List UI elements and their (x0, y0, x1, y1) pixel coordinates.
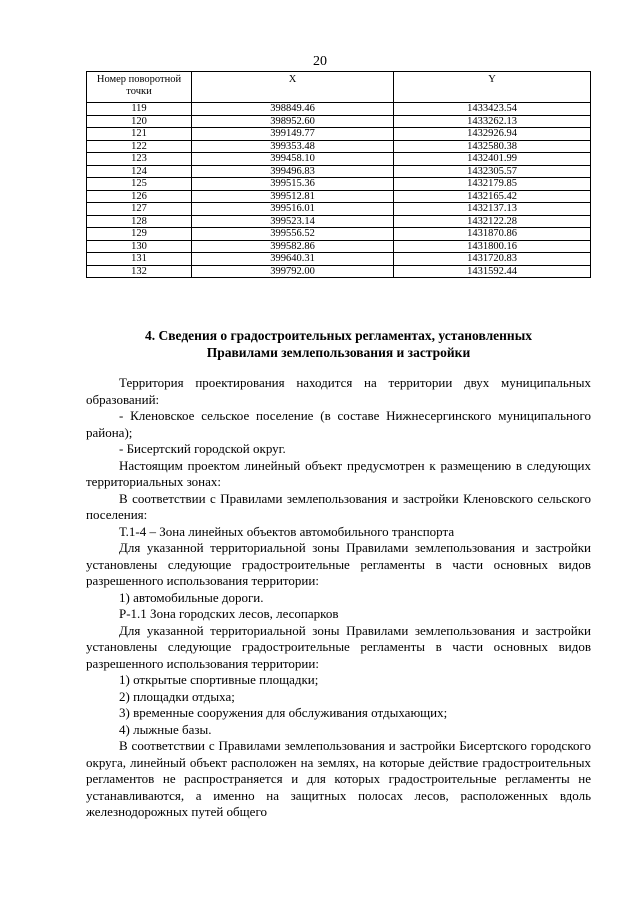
paragraph: Настоящим проектом линейный объект предусмотрен к размещению в следующих территориальных зонах: (86, 457, 591, 489)
list-item: 1) автомобильные дороги. (119, 589, 264, 605)
paragraph: Для указанной территориальной зоны Правилами землепользования и застройки установлены следующие градостроительные регламенты в части основных видов разрешенного использования территории: (86, 540, 591, 588)
header-y: Y (394, 72, 591, 103)
paragraph: Для указанной территориальной зоны Правилами землепользования и застройки установлены следующие градостроительные регламенты в части основных видов разрешенного использования территории: (86, 622, 591, 671)
paragraph: В соответствии с Правилами землепользования и застройки Кленовского сельского поселения: (86, 490, 591, 522)
cell-y: 1432179.85 (394, 178, 591, 191)
table-row (87, 153, 591, 166)
cell-y: 1431870.86 (394, 228, 591, 241)
cell-point-number: 132 (87, 265, 192, 278)
cell-x: 399515.36 (192, 178, 394, 191)
cell-point-number: 119 (87, 103, 192, 116)
cell-x: 399516.01 (192, 203, 394, 216)
paragraph: Территория проектирования находится на территории двух муниципальных образований: (86, 375, 591, 407)
cell-point-number: 131 (87, 253, 192, 266)
header-point-number: Номер поворотной точки (87, 72, 192, 103)
cell-y: 1433262.13 (394, 115, 591, 128)
table-row (87, 203, 591, 216)
cell-point-number: 123 (87, 153, 192, 166)
cell-x: 399512.81 (192, 190, 394, 203)
cell-y: 1432401.99 (394, 153, 591, 166)
cell-y: 1432122.28 (394, 215, 591, 228)
list-item: 1) открытые спортивные площадки; (119, 672, 319, 687)
table-row (87, 140, 591, 153)
list-item: 2) площадки отдыха; (119, 688, 235, 704)
cell-x: 398849.46 (192, 103, 394, 116)
table-row (87, 253, 591, 266)
cell-y: 1432305.57 (394, 165, 591, 178)
list-item: 3) временные сооружения для обслуживания отдыхающих; (119, 705, 448, 720)
cell-point-number: 122 (87, 140, 192, 153)
table-body (87, 103, 591, 278)
cell-point-number: 130 (87, 240, 192, 253)
header-x: X (192, 72, 394, 103)
cell-y: 1431592.44 (394, 265, 591, 278)
zone-heading: Р-1.1 Зона городских лесов, лесопарков (119, 606, 339, 621)
table-row (87, 190, 591, 203)
cell-x: 398952.60 (192, 115, 394, 128)
cell-point-number: 128 (87, 215, 192, 228)
cell-x: 399149.77 (192, 128, 394, 141)
body-text (86, 375, 591, 821)
table-row (87, 128, 591, 141)
cell-point-number: 120 (87, 115, 192, 128)
paragraph: - Кленовское сельское поселение (в составе Нижнесергинского муниципального района); (86, 408, 591, 440)
cell-point-number: 121 (87, 128, 192, 141)
cell-y: 1432580.38 (394, 140, 591, 153)
cell-x: 399640.31 (192, 253, 394, 266)
cell-x: 399556.52 (192, 228, 394, 241)
paragraph: В соответствии с Правилами землепользования и застройки Бисертского городского округа, линейный объект расположен на землях, на которые действие градостроительных регламентов не распространяется и для которых градостроительные регламенты не устанавливаются, а именно на защитных полосах лесов, расположенных вдоль железнодорожных путей общего (86, 738, 591, 819)
cell-y: 1432926.94 (394, 128, 591, 141)
cell-x: 399792.00 (192, 265, 394, 278)
cell-x: 399496.83 (192, 165, 394, 178)
section-title-line-2: Правилами землепользования и застройки (206, 345, 471, 360)
cell-x: 399523.14 (192, 215, 394, 228)
section-title-line-1: 4. Сведения о градостроительных регламентах, установленных (145, 328, 532, 343)
cell-point-number: 125 (87, 178, 192, 191)
cell-y: 1433423.54 (394, 103, 591, 116)
table-row (87, 265, 591, 278)
table-row (87, 215, 591, 228)
cell-y: 1431720.83 (394, 253, 591, 266)
cell-point-number: 129 (87, 228, 192, 241)
table-row (87, 165, 591, 178)
coordinates-table (86, 71, 591, 278)
section-title (86, 327, 591, 361)
page-number: 20 (313, 54, 327, 69)
cell-x: 399458.10 (192, 153, 394, 166)
cell-y: 1432165.42 (394, 190, 591, 203)
table-header-row (87, 72, 591, 103)
cell-y: 1432137.13 (394, 203, 591, 216)
cell-x: 399582.86 (192, 240, 394, 253)
table-row (87, 178, 591, 191)
table-row (87, 240, 591, 253)
table-row (87, 103, 591, 116)
list-item: 4) лыжные базы. (119, 721, 212, 737)
zone-heading: Т.1-4 – Зона линейных объектов автомобильного транспорта (119, 523, 455, 539)
cell-point-number: 127 (87, 203, 192, 216)
cell-point-number: 126 (87, 190, 192, 203)
cell-x: 399353.48 (192, 140, 394, 153)
cell-y: 1431800.16 (394, 240, 591, 253)
table-row (87, 228, 591, 241)
paragraph: - Бисертский городской округ. (119, 441, 286, 456)
table-row (87, 115, 591, 128)
cell-point-number: 124 (87, 165, 192, 178)
